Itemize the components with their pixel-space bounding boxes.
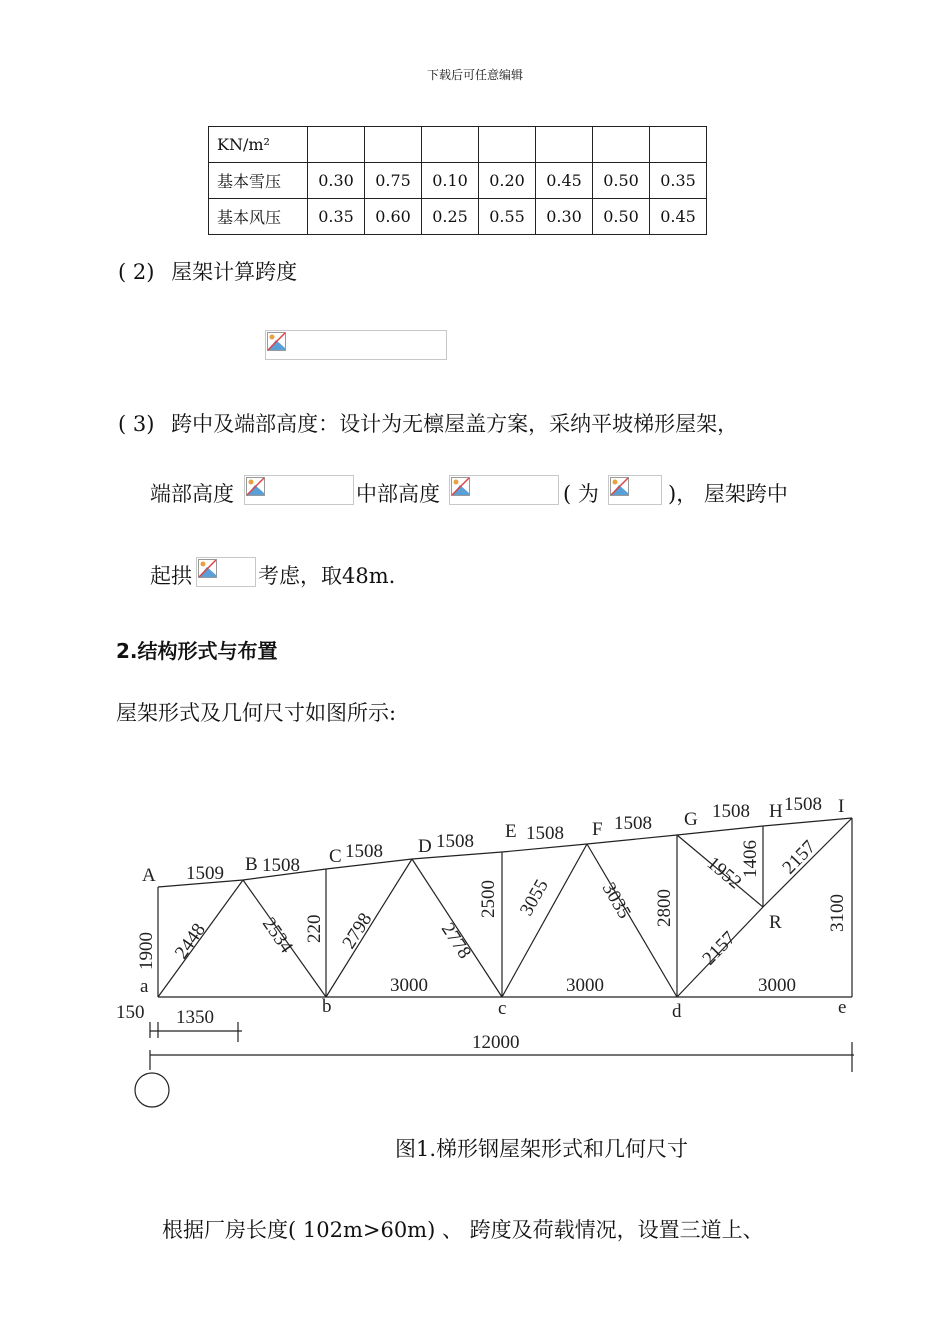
unit-cell: KN/m²: [209, 127, 308, 163]
figure-caption: 图1.梯形钢屋架形式和几何尺寸: [395, 1137, 689, 1161]
broken-image-icon: [267, 332, 286, 351]
member-length: 3100: [827, 894, 848, 932]
bottom-panel-length: 3000: [390, 975, 428, 996]
section-3: ( 3) 跨中及端部高度：设计为无檩屋盖方案，采纳平坡梯形屋架，: [118, 412, 739, 436]
section-2: ( 2) 屋架计算跨度: [118, 260, 298, 284]
node-A: A: [142, 865, 156, 886]
section-heading: 2.结构形式与布置: [116, 639, 278, 663]
cell: 0.50: [593, 199, 650, 235]
top-panel-length: 1508: [712, 801, 750, 822]
top-panel-length: 1508: [345, 841, 383, 862]
cell: 0.35: [308, 199, 365, 235]
cell: 0.60: [365, 199, 422, 235]
table-row: [209, 127, 707, 163]
row-label: 基本雪压: [209, 163, 308, 199]
member-length: 1406: [740, 840, 761, 878]
node-B: B: [245, 854, 258, 875]
node-d: d: [672, 1001, 682, 1022]
truss-labels: [116, 794, 848, 1053]
cell: 0.30: [536, 199, 593, 235]
cell: 0.50: [593, 163, 650, 199]
member-length: 2448: [170, 919, 210, 963]
axis-circle: [135, 1073, 169, 1107]
intro-text: 屋架形式及几何尺寸如图所示:: [116, 701, 397, 725]
body-text: 根据厂房长度( 102m>60m) 、 跨度及荷载情况，设置三道上、: [162, 1218, 764, 1242]
dim-label: 150: [116, 1002, 145, 1023]
node-I: I: [838, 796, 845, 817]
end-height-label: 端部高度: [150, 482, 234, 506]
node-G: G: [684, 809, 698, 830]
formula-image: [244, 475, 354, 505]
cell: 0.75: [365, 163, 422, 199]
truss-figure: [0, 780, 950, 1140]
member-length: 3055: [516, 876, 553, 920]
member-length: 2798: [338, 909, 377, 953]
top-panel-length: 1509: [186, 863, 224, 884]
cell: 0.10: [422, 163, 479, 199]
member-length: 220: [304, 914, 325, 943]
node-R: R: [769, 912, 782, 933]
member-length: 1900: [136, 932, 157, 970]
broken-image-icon: [246, 477, 265, 496]
top-panel-length: 1508: [614, 813, 652, 834]
cell: 0.30: [308, 163, 365, 199]
member-length: 2500: [478, 880, 499, 918]
member-length: 2157: [698, 927, 740, 970]
member-length: 2534: [257, 913, 297, 957]
dim-label: 12000: [472, 1032, 520, 1053]
cell: 0.45: [536, 163, 593, 199]
row-label: 基本风压: [209, 199, 308, 235]
dim-label: 1350: [176, 1007, 214, 1028]
node-H: H: [769, 801, 783, 822]
bottom-panel-length: 3000: [566, 975, 604, 996]
node-F: F: [592, 819, 603, 840]
broken-image-icon: [198, 559, 217, 578]
member-length: 3035: [597, 879, 635, 923]
node-c: c: [498, 998, 507, 1019]
table-row: [209, 163, 707, 199]
cell: 0.20: [479, 163, 536, 199]
cell: 0.25: [422, 199, 479, 235]
top-panel-length: 1508: [784, 794, 822, 815]
top-panel-length: 1508: [262, 855, 300, 876]
cell: 0.35: [650, 163, 707, 199]
mid-height-label: 中部高度: [356, 482, 440, 506]
cell: 0.45: [650, 199, 707, 235]
member-length: 2157: [778, 836, 820, 879]
formula-image: [449, 475, 559, 505]
cell: 0.55: [479, 199, 536, 235]
member-length: 1952: [702, 852, 746, 894]
table-row: [209, 199, 707, 235]
formula-image: [265, 330, 447, 360]
node-D: D: [418, 836, 432, 857]
node-b: b: [322, 996, 332, 1017]
member-length: 2778: [436, 919, 476, 963]
member-length: 2800: [654, 889, 675, 927]
bottom-panel-length: 3000: [758, 975, 796, 996]
broken-image-icon: [610, 477, 629, 496]
formula-image: [608, 475, 662, 505]
load-table: [208, 126, 707, 235]
page-header: 下载后可任意编辑: [426, 68, 523, 82]
node-C: C: [329, 846, 342, 867]
node-a: a: [140, 976, 149, 997]
node-E: E: [505, 821, 517, 842]
camber-label: 起拱: [150, 564, 192, 588]
top-panel-length: 1508: [436, 831, 474, 852]
node-e: e: [838, 997, 847, 1018]
formula-image: [196, 557, 256, 587]
top-panel-length: 1508: [526, 823, 564, 844]
broken-image-icon: [451, 477, 470, 496]
